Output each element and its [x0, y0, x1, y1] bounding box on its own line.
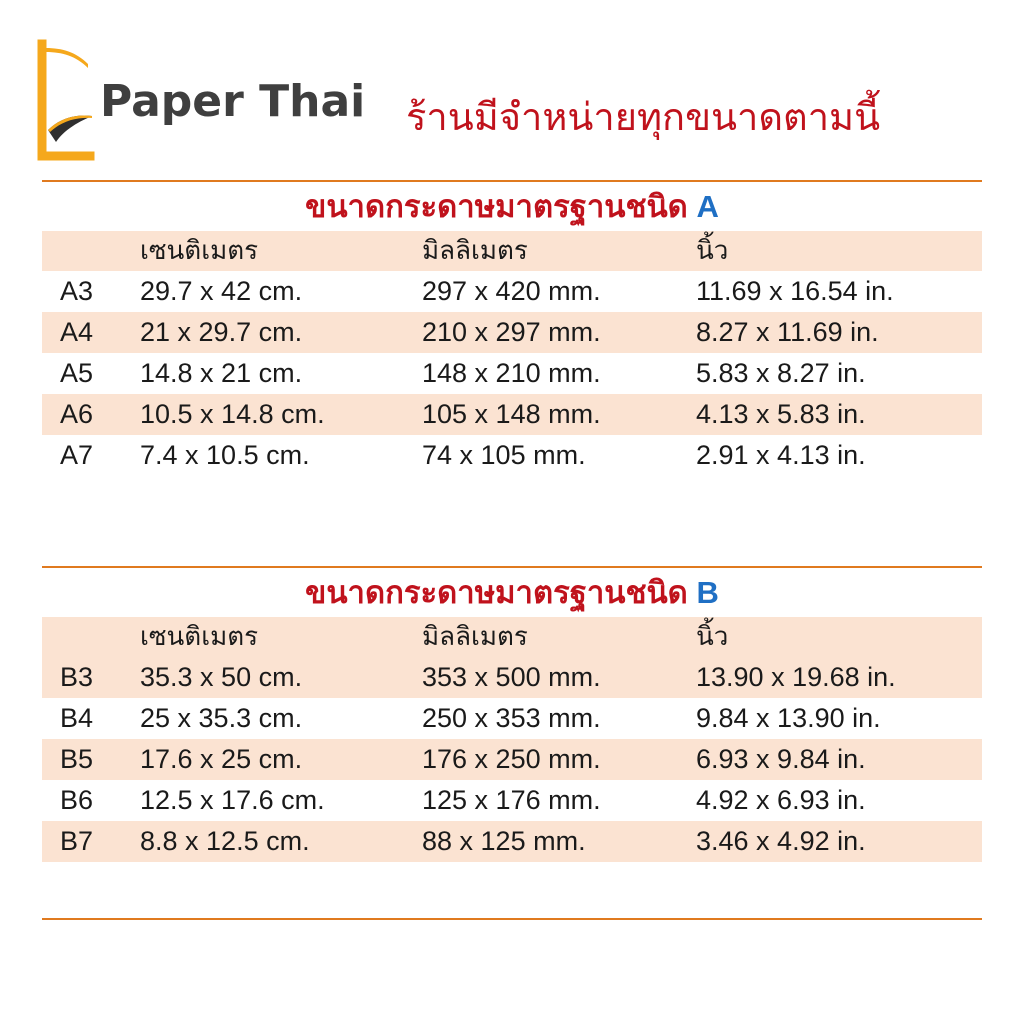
table-row [42, 435, 982, 476]
table-row [42, 271, 982, 312]
header [28, 28, 996, 168]
row-mm: 250 x 353 mm. [422, 702, 601, 733]
row-in: 4.92 x 6.93 in. [696, 784, 866, 815]
row-cm: 21 x 29.7 cm. [138, 312, 420, 353]
section-b-title-main: ขนาดกระดาษมาตรฐานชนิด [305, 575, 697, 610]
footer-rule [42, 918, 982, 920]
table-row [42, 739, 982, 780]
table-a-col-in: นิ้ว [694, 231, 982, 271]
row-in: 9.84 x 13.90 in. [696, 702, 881, 733]
table-row [42, 698, 982, 739]
table-row [42, 394, 982, 435]
row-cm: 35.3 x 50 cm. [138, 657, 420, 698]
row-in: 4.13 x 5.83 in. [694, 394, 982, 435]
table-b-col-cm: เซนติเมตร [138, 617, 420, 657]
row-in: 8.27 x 11.69 in. [694, 312, 982, 353]
table-a-header-row [42, 231, 982, 271]
row-mm: 210 x 297 mm. [420, 312, 694, 353]
row-key: B6 [60, 784, 94, 815]
section-b-title [42, 568, 982, 617]
row-mm: 353 x 500 mm. [420, 657, 694, 698]
row-in: 6.93 x 9.84 in. [694, 739, 982, 780]
row-mm: 125 x 176 mm. [422, 784, 601, 815]
row-mm: 148 x 210 mm. [422, 357, 601, 388]
row-cm: 25 x 35.3 cm. [140, 702, 303, 733]
row-mm: 176 x 250 mm. [420, 739, 694, 780]
open-book-logo-icon [32, 38, 96, 168]
row-key: A3 [60, 275, 94, 306]
row-key: A7 [60, 439, 94, 470]
section-a-title-suffix: A [696, 189, 719, 224]
table-b [42, 617, 982, 862]
row-mm: 88 x 125 mm. [420, 821, 694, 862]
row-mm: 297 x 420 mm. [422, 275, 601, 306]
section-a [42, 180, 982, 476]
row-cm: 7.4 x 10.5 cm. [140, 439, 310, 470]
section-b [42, 566, 982, 862]
row-in: 2.91 x 4.13 in. [696, 439, 866, 470]
table-row [42, 353, 982, 394]
row-key: B4 [60, 702, 94, 733]
row-key: A5 [60, 357, 94, 388]
section-a-title [42, 182, 982, 231]
row-in: 3.46 x 4.92 in. [694, 821, 982, 862]
row-cm: 14.8 x 21 cm. [140, 357, 303, 388]
table-b-col-key [42, 617, 138, 657]
row-in: 5.83 x 8.27 in. [696, 357, 866, 388]
table-a-col-mm: มิลลิเมตร [420, 231, 694, 271]
row-key: B7 [42, 821, 138, 862]
table-a-col-key [42, 231, 138, 271]
header-tagline: ร้านมีจำหน่ายทุกขนาดตามนี้ [406, 97, 881, 139]
table-b-col-mm: มิลลิเมตร [420, 617, 694, 657]
table-a [42, 231, 982, 476]
row-cm: 12.5 x 17.6 cm. [140, 784, 325, 815]
row-cm: 8.8 x 12.5 cm. [138, 821, 420, 862]
row-key: A6 [42, 394, 138, 435]
row-in: 13.90 x 19.68 in. [694, 657, 982, 698]
row-key: B3 [42, 657, 138, 698]
row-mm: 74 x 105 mm. [422, 439, 586, 470]
table-b-col-in: นิ้ว [694, 617, 982, 657]
row-mm: 105 x 148 mm. [420, 394, 694, 435]
table-b-header-row [42, 617, 982, 657]
table-row [42, 312, 982, 353]
brand-name: Paper Thai [100, 76, 366, 127]
row-cm: 29.7 x 42 cm. [140, 275, 303, 306]
table-row [42, 821, 982, 862]
section-b-title-suffix: B [696, 575, 719, 610]
table-a-col-cm: เซนติเมตร [138, 231, 420, 271]
row-key: A4 [42, 312, 138, 353]
table-row [42, 657, 982, 698]
brand-logo [28, 28, 388, 168]
section-a-title-main: ขนาดกระดาษมาตรฐานชนิด [305, 189, 697, 224]
row-in: 11.69 x 16.54 in. [696, 275, 894, 306]
table-row [42, 780, 982, 821]
row-key: B5 [42, 739, 138, 780]
row-cm: 10.5 x 14.8 cm. [138, 394, 420, 435]
row-cm: 17.6 x 25 cm. [138, 739, 420, 780]
